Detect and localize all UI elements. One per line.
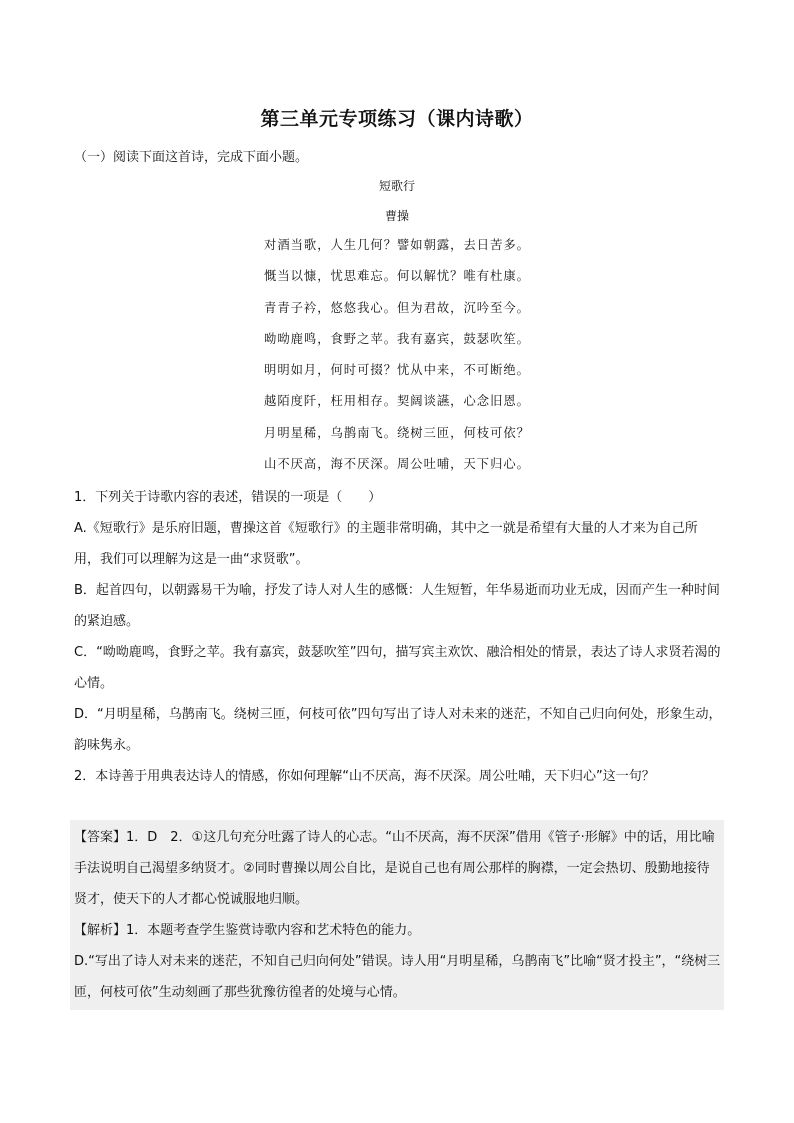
poem-line: 月明星稀，乌鹊南飞。绕树三匝，何枝可依？ [264, 425, 530, 440]
poem-title: 短歌行 [378, 179, 415, 193]
poem-body [0, 235, 794, 485]
answer-panel [70, 820, 724, 1010]
poem-line: 越陌度阡，枉用相存。契阔谈讌，心念旧恩。 [264, 394, 530, 409]
analysis-detail: D.“写出了诗人对未来的迷茫，不知自己归向何处”错误。诗人用“月明星稀，乌鹊南飞”比喻“贤才投主”，“绕树三匝，何枝可依”生动刻画了那些犹豫彷徨者的处境与心情。 [74, 954, 721, 1000]
option-b [74, 575, 722, 637]
analysis-intro: 【解析】1．本题考查学生鉴赏诗歌内容和艺术特色的能力。 [74, 923, 421, 938]
poem-line: 青青子衿，悠悠我心。但为君故，沉吟至今。 [264, 300, 530, 315]
answer-content [74, 822, 722, 1008]
question-1 [74, 482, 722, 513]
option-d [74, 699, 722, 761]
poem-line: 对酒当歌，人生几何？譬如朝露，去日苦多。 [264, 238, 530, 252]
page-title: 第三单元专项练习（课内诗歌） [260, 108, 534, 130]
option-c-text: C．“呦呦鹿鸣，食野之苹。我有嘉宾，鼓瑟吹笙”四句，描写宾主欢饮、融洽相处的情景，表达了诗人求贤若渴的心情。 [74, 645, 721, 691]
option-a [74, 513, 722, 575]
poem-line: 明明如月，何时可掇？忧从中来，不可断绝。 [264, 363, 530, 378]
question-2 [74, 761, 722, 792]
question-1-text: 1．下列关于诗歌内容的表述，错误的一项是（ ） [74, 490, 382, 505]
option-b-text: B．起首四句，以朝露易干为喻，抒发了诗人对人生的感慨：人生短暂，年华易逝而功业无成，因而产生一种时间的紧迫感。 [74, 583, 720, 629]
option-c [74, 637, 722, 699]
question-2-text: 2．本诗善于用典表达诗人的情感，你如何理解“山不厌高，海不厌深。周公吐哺，天下归心”这一句？ [74, 769, 655, 784]
option-d-text: D．“月明星稀，乌鹊南飞。绕树三匝，何枝可依”四句写出了诗人对未来的迷茫，不知自己归向何处，形象生动，韵味隽永。 [74, 707, 722, 753]
poem-line: 慨当以慷，忧思难忘。何以解忧？唯有杜康。 [264, 269, 530, 284]
poem-line: 山不厌高，海不厌深。周公吐哺，天下归心。 [264, 457, 530, 472]
poem-line: 呦呦鹿鸣，食野之苹。我有嘉宾，鼓瑟吹笙。 [264, 331, 530, 346]
option-a-text: A.《短歌行》是乐府旧题，曹操这首《短歌行》的主题非常明确，其中之一就是希望有大量的人才来为自己所用，我们可以理解为这是一曲“求贤歌”。 [74, 521, 698, 567]
section-heading: （一）阅读下面这首诗，完成下面小题。 [74, 150, 309, 165]
poem-author: 曹操 [384, 209, 409, 223]
answer-text: 【答案】1．D 2．①这几句充分吐露了诗人的心志。“山不厌高，海不厌深”借用《管子·形解》中的话，用比喻手法说明自己渴望多纳贤才。②同时曹操以周公自比，是说自己也有周公那样的胸襟，一定会热切、殷勤地接待贤才，使天下的人才都心悦诚服地归顺。 [74, 830, 715, 907]
